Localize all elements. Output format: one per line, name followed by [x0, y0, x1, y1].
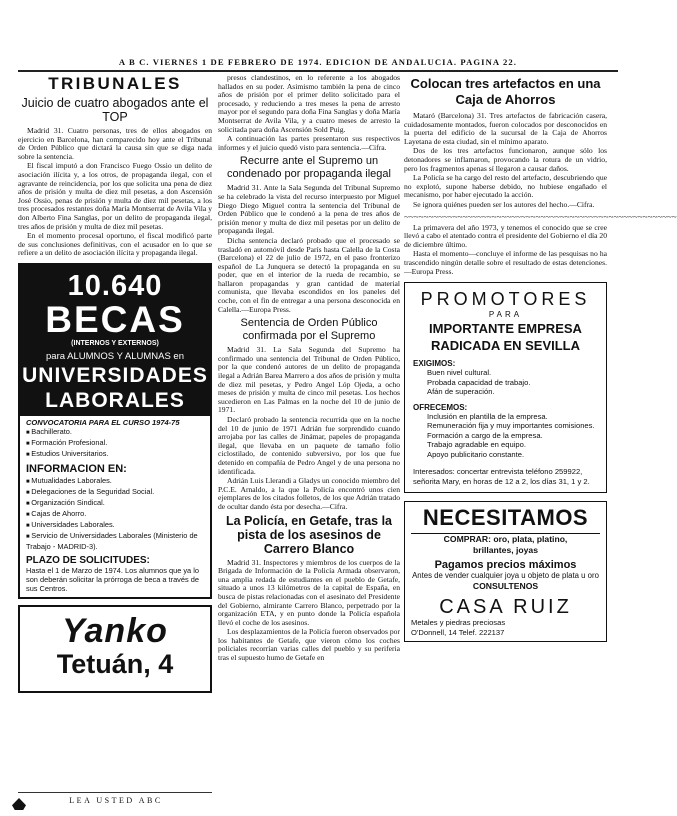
article-paragraph: En el momento procesal oportuno, el fiscal modificó parte de sus conclusiones definitivas, con el acusador en lo que se refiere a un delito de asociación ilícita y propaganda ilegal.	[18, 231, 212, 258]
yanko-brand: Yanko	[62, 611, 168, 650]
list-item: Probada capacidad de trabajo.	[427, 377, 531, 387]
promotores-title: PROMOTORES	[420, 289, 591, 310]
becas-info-list	[26, 476, 204, 551]
wavy-divider: ~~~~~~~~~~~~~~~~~~~~~~~~~~~~~~~~~~~~~~~~~~~~~~~~~~~~~~~~	[404, 211, 677, 222]
promotores-exigimos: EXIGIMOS:	[413, 359, 456, 369]
article-paragraph: A continuación las partes presentaron sus respectivos informes y el juicio quedó visto para sentencia.—Cifra.	[218, 134, 400, 152]
list-item: ■ Servicio de Universidades Laborales (Ministerio de Trabajo - MADRID-3).	[26, 531, 204, 551]
headline-sentencia: Sentencia de Orden Público confirmada por el Supremo	[240, 317, 378, 343]
corner-mark-icon	[12, 798, 26, 810]
headline-abogados: Juicio de cuatro abogados ante el TOP	[21, 96, 209, 124]
becas-details	[20, 416, 210, 593]
list-item: ■ Universidades Laborales.	[26, 520, 204, 531]
list-item: ■ Formación Profesional.	[26, 438, 204, 449]
becas-word: BECAS	[45, 298, 185, 340]
footer-slogan: LEA USTED ABC	[69, 796, 163, 805]
page-header: A B C. VIERNES 1 DE FEBRERO DE 1974. EDICION DE ANDALUCIA. PAGINA 22.	[118, 57, 518, 67]
becas-convocatoria: CONVOCATORIA PARA EL CURSO 1974-75	[26, 417, 180, 427]
necesitamos-metales: Metales y piedras preciosas	[411, 618, 506, 628]
necesitamos-casa-ruiz: CASA RUIZ	[439, 596, 572, 619]
necesitamos-address: O'Donnell, 14 Telef. 222137	[411, 627, 505, 637]
article-paragraph: Dos de los tres artefactos funcionaron, aunque sólo los detonadores se inflamaron, provocando la rotura de un vidrio, pero los fragmentos apenas sí llegaron a causar daños.	[404, 146, 607, 173]
necesitamos-antes: Antes de vender cualquier joya u objeto de plata u oro	[412, 571, 599, 581]
article-paragraph: El fiscal imputó a don Francisco Fuego Ossio un delito de asociación ilícita y, a los otros, de propaganda ilegal, con el agravante de reincidencia, por los que solicita una pena de diez años de prisión y multa de diez mil pesetas, a don Ascensión José Ossio, penas de prisión y multa de diez mil pesetas, a los tres procesados restantes doña María Montserrat de Avila Vila y don Alberto Fina Sanglas, por un delito de propaganda ilegal, tres años de prisión y multa de diez mil pesetas.	[18, 161, 212, 231]
article-paragraph: presos clandestinos, en lo referente a los abogados hallados en su poder. Asimismo también la pena de cinco años de prisión por el primer delito solicitado para el procesado, y reduciendo a tres meses la pena de arresto mayor por el segundo para doña Fina Sanglas y doña María Montserrat de Avila Vila, y a cuatro meses de arresto la solicitada para doña Ascensión Sold Puig.	[218, 73, 400, 134]
list-item: Remuneración fija y muy importantes comisiones.	[427, 421, 595, 431]
necesitamos-consultenos: CONSULTENOS	[472, 581, 539, 592]
list-item: Afán de superación.	[427, 387, 495, 397]
promotores-advertisement	[404, 282, 607, 493]
article-paragraph: Declaró probado la sentencia recurrida que en la noche del 10 de junio de 1971 Adrián fue sorprendido cuando arrojaba por las calles de Jinámar, papeles de propaganda ilegal, que llevaba en un paquete de tamaño folio ciclostilado, de contenido subversivo, por los que fue detenido en compañía de Pedro Angel y de una persona no identificada.	[218, 415, 400, 476]
list-item: ■ Mutualidades Laborales.	[26, 476, 204, 487]
article-paragraph: Adrián Luis Llerandi a Gladys un conocido miembro del P.C.E. Arnaldo, a la que la Policía encontró unos cien ejemplares de los citados folletos, de los que Adrián tratado de ocultar dando ésta por desecha.—Cifra.	[218, 476, 400, 511]
article-paragraph: Mataró (Barcelona) 31. Tres artefactos de fabricación casera, cuidadosamente montados, fueron colocados por desconocidos en la puerta del edificio de la sucursal de la Caja de Ahorros Layetana de esta ciudad, sin el mínimo aparato.	[404, 111, 607, 146]
necesitamos-pagamos: Pagamos precios máximos	[434, 559, 577, 572]
headline-getafe: La Policía, en Getafe, tras la pista de los asesinos de Carrero Blanco	[225, 513, 393, 556]
becas-subtitle: (INTERNOS Y EXTERNOS)	[71, 339, 159, 347]
article-paragraph: Madrid 31. La Sala Segunda del Supremo ha confirmado una sentencia del Tribunal de Orden Público, por la que condenó autores de un delito de propaganda ilegal a Adrián Barea Marrero a dos años de prisión y multa de diez mil pesetas, y Pedro Angel Lóp Ojeda, a ocho meses de prisión y multa de cinco mil pesetas. Los hechos sucedieron en Las Palmas en la noche del 10 de junio de 1971.	[218, 345, 400, 415]
becas-number: 10.640	[67, 269, 163, 302]
column-middle	[218, 74, 400, 816]
promotores-empresa: IMPORTANTE EMPRESA	[429, 321, 582, 337]
promotores-ofrecemos: OFRECEMOS:	[413, 402, 468, 412]
article-paragraph: Se ignora quiénes pueden ser los autores del hecho.—Cifra.	[413, 199, 595, 209]
becas-studies-list	[26, 427, 204, 460]
article-paragraph: La Policía se ha cargo del resto del artefacto, descubriendo que no explotó, supone haberse debido, no hubiese engañado el mecanismo, por haber ejecutado la acción.	[404, 173, 607, 200]
becas-banner	[20, 265, 210, 416]
section-title: TRIBUNALES	[48, 74, 182, 93]
list-item: Trabajo agradable en equipo.	[427, 440, 526, 450]
becas-for: para ALUMNOS Y ALUMNAS en	[46, 350, 184, 362]
becas-universidades: UNIVERSIDADES	[22, 363, 208, 387]
list-item: ■ Organización Sindical.	[26, 498, 204, 509]
article-paragraph: Dicha sentencia declaró probado que el procesado se trasladó en automóvil desde París hasta Calella de la Costa (Barcelona) el 22 de julio de 1972, en el paso fronterizo español de La Junquera se detectó la propaganda en su poder, que en el interior de la rueda de recambio, se hallaron propagandas y gran cantidad de material comunista, que llevaba escondidos en los paneles del coche, con el fin de entregar a una persona desconocida en Calella.—Europa Press.	[218, 235, 400, 314]
list-item: Apoyo publicitario constante.	[427, 449, 525, 459]
promotores-para: PARA	[488, 310, 523, 320]
list-item: ■ Estudios Universitarios.	[26, 449, 204, 460]
necesitamos-advertisement	[404, 501, 607, 642]
becas-info-title: INFORMACION EN:	[26, 462, 127, 475]
list-item: Formación a cargo de la empresa.	[427, 430, 543, 440]
list-item: ■ Bachillerato.	[26, 427, 204, 438]
becas-laborales: LABORALES	[45, 388, 185, 412]
article-paragraph: Madrid 31. Cuatro personas, tres de ellos abogados en ejercicio en Barcelona, han comparecido hoy ante el Tribunal de Orden Público que dictará la causa sin que se diga nada sobre la sentencia.	[18, 126, 212, 161]
yanko-advertisement	[18, 605, 212, 693]
yanko-address: Tetuán, 4	[56, 648, 174, 679]
header-rule	[18, 70, 618, 72]
promotores-sevilla: RADICADA EN SEVILLA	[430, 338, 581, 354]
article-paragraph: Madrid 31. Inspectores y miembros de los cuerpos de la Brigada de Información de la Policía Armada observaron, una amplia redada de estudiantes en el pueblo de Getafe, situado a unos 13 kilómetros de la capital de España, en busca de pistas relacionadas con el asesinato del Presidente del Gobierno, almirante Carrero Blanco, perpetrado por la organización ETA, y en punto donde la Policía española llevó el coche de los asesinos.	[218, 557, 400, 627]
footer-rule	[18, 792, 212, 793]
necesitamos-title: NECESITAMOS	[411, 505, 600, 534]
becas-plazo-text: Hasta el 1 de Marzo de 1974. Los alumnos que ya lo son deberán solicitar la prórroga de beca a través de sus Centros.	[26, 565, 199, 593]
becas-plazo-title: PLAZO DE SOLICITUDES:	[26, 554, 150, 566]
article-paragraph: Los desplazamientos de la Policía fueron observados por los habitantes de Getafe, que vieron cómo los coches policiales recorrían varias calles del pueblo y su periferia tras el supuesto humo de Getafe en	[218, 627, 400, 663]
list-item: Inclusión en plantilla de la empresa.	[427, 411, 548, 421]
necesitamos-comprar: COMPRAR: oro, plata, platino,	[443, 534, 568, 545]
article-paragraph: Madrid 31. Ante la Sala Segunda del Tribunal Supremo se ha celebrado la vista del recurso interpuesto por Miguel Diego Diego Miguel contra la sentencia del Tribunal de Orden Público que le condenó a la pena de tres años de prisión menor y multa de diez mil pesetas por un delito de propaganda ilegal.	[218, 183, 400, 236]
headline-artefactos: Colocan tres artefactos en una Caja de Ahorros	[410, 76, 601, 107]
column-left	[18, 74, 212, 774]
becas-advertisement	[18, 263, 212, 599]
list-item: ■ Delegaciones de la Seguridad Social.	[26, 487, 204, 498]
column-right	[404, 74, 677, 816]
promotores-contact: Interesados: concertar entrevista teléfono 259922, señorita Mary, en horas de 12 a 2, los días 31, 1 y 2.	[413, 467, 590, 486]
necesitamos-joyas: brillantes, joyas	[473, 545, 538, 556]
list-item: ■ Cajas de Ahorro.	[26, 509, 204, 520]
list-item: Buen nivel cultural.	[427, 368, 492, 378]
article-paragraph: Hasta el momento—concluye el informe de las pesquisas no ha trascendido ningún detalle sobre el resultado de estas detenciones.—Europa Press.	[404, 249, 607, 276]
headline-recurre: Recurre ante el Supremo un condenado por propaganda ilegal	[227, 155, 391, 181]
article-paragraph: La primavera del año 1973, y tenemos el conocido que se cree llevó a cabo el atentado contra el presidente del Gobierno el día 20 de diciembre último.	[404, 222, 607, 249]
